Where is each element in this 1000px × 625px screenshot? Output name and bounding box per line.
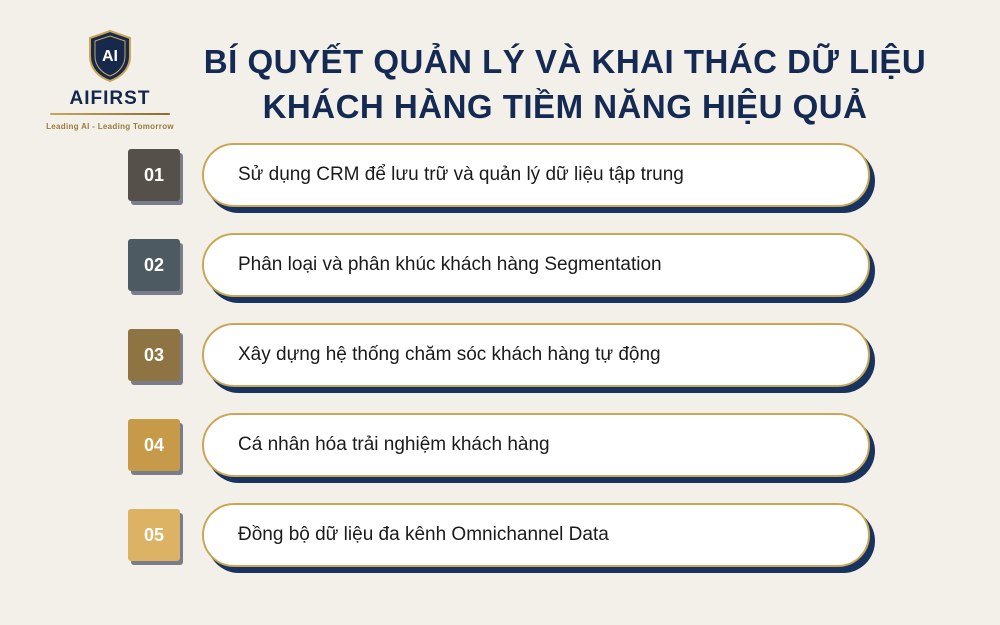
step-text: Xây dựng hệ thống chăm sóc khách hàng tự động [238, 344, 661, 365]
step-bar [202, 413, 870, 477]
list-item [0, 408, 1000, 482]
step-number-badge: 03 [128, 329, 180, 381]
svg-text:AI: AI [102, 48, 118, 65]
list-item [0, 498, 1000, 572]
step-number-badge: 05 [128, 509, 180, 561]
page-title [180, 26, 970, 129]
list-item [0, 318, 1000, 392]
step-bar [202, 323, 870, 387]
brand-logo [40, 26, 180, 131]
list-item [0, 138, 1000, 212]
step-bar [202, 503, 870, 567]
brand-divider [50, 113, 170, 115]
step-bar [202, 143, 870, 207]
steps-list [0, 130, 1000, 572]
title-line-2: KHÁCH HÀNG TIỀM NĂNG HIỆU QUẢ [262, 87, 868, 125]
step-text: Cá nhân hóa trải nghiệm khách hàng [238, 434, 550, 455]
shield-ai-logo-icon [88, 30, 132, 82]
step-text: Phân loại và phân khúc khách hàng Segmentation [238, 254, 662, 275]
step-text: Sử dụng CRM để lưu trữ và quản lý dữ liệu tập trung [238, 164, 684, 185]
brand-tagline: Leading AI - Leading Tomorrow [46, 122, 174, 131]
list-item [0, 228, 1000, 302]
step-number-badge: 01 [128, 149, 180, 201]
brand-name: AIFIRST [69, 88, 151, 109]
step-number-badge: 02 [128, 239, 180, 291]
title-line-1: BÍ QUYẾT QUẢN LÝ VÀ KHAI THÁC DỮ LIỆU [203, 43, 927, 80]
header [0, 0, 1000, 130]
step-text: Đồng bộ dữ liệu đa kênh Omnichannel Data [238, 524, 609, 545]
step-number-badge: 04 [128, 419, 180, 471]
step-bar [202, 233, 870, 297]
